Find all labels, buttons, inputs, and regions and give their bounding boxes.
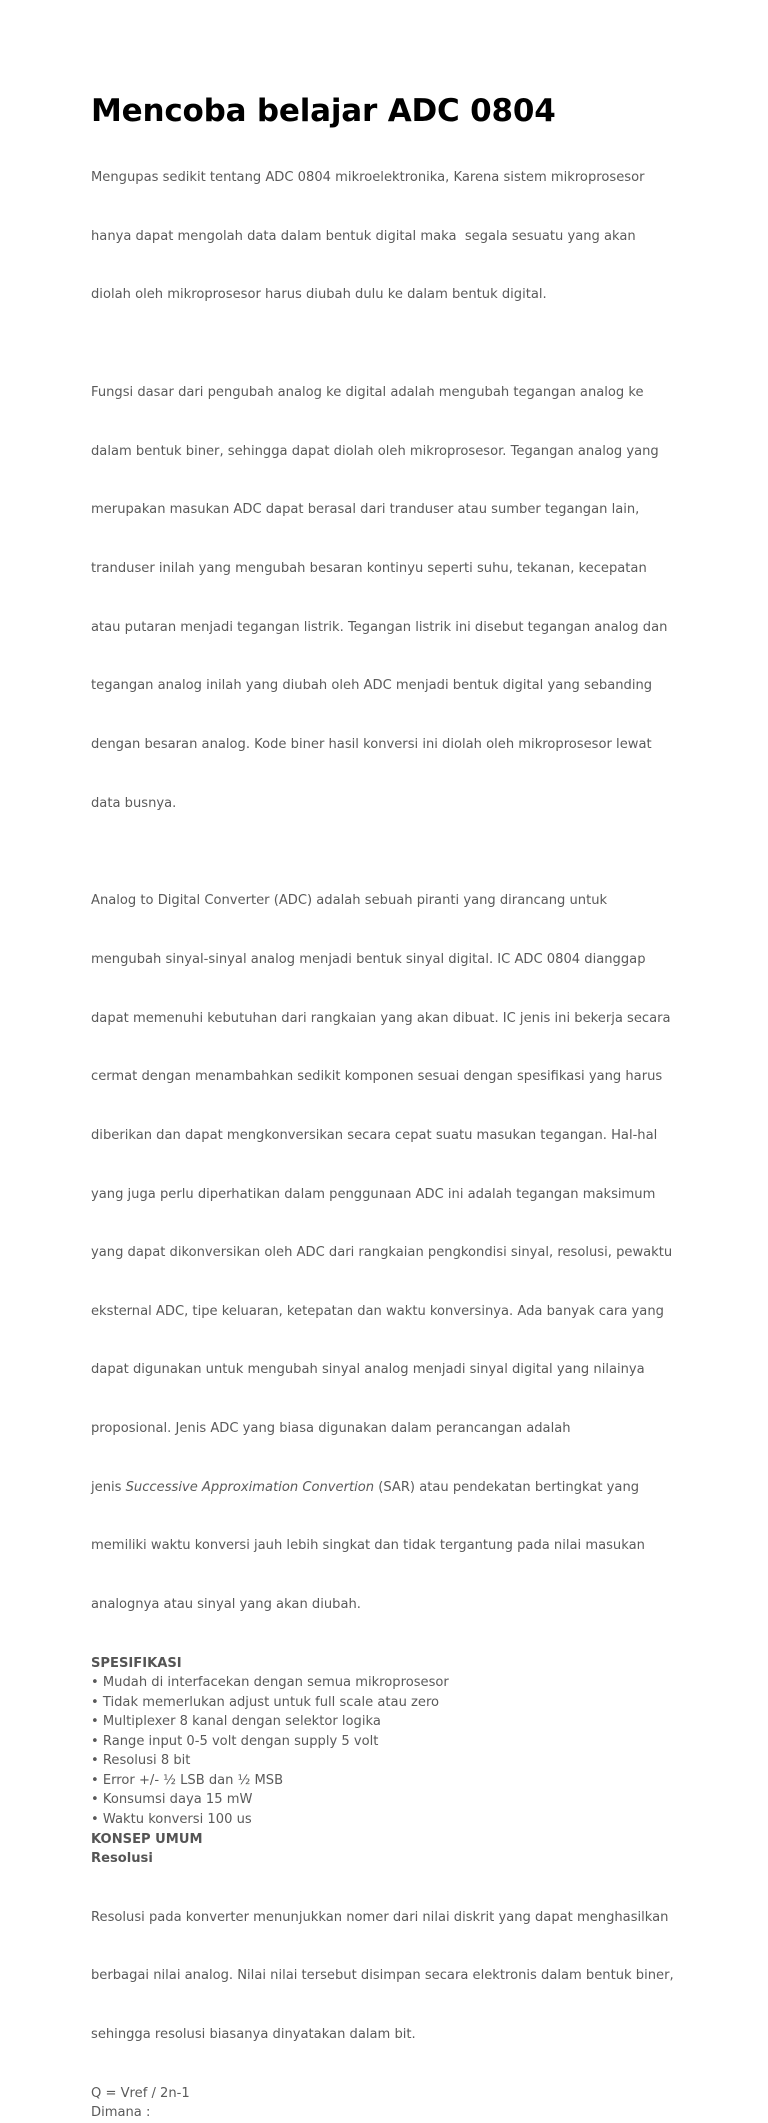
formula-text: Q = Vref / 2n-1 [91,2085,190,2101]
text-line: berbagai nilai analog. Nilai nilai tersebut disimpan secara elektronis dalam bentuk biner, [91,1968,674,1984]
text-line: Fungsi dasar dari pengubah analog ke digital adalah mengubah tegangan analog ke [91,385,644,401]
intro-paragraph [91,129,691,344]
list-item: • Konsumsi daya 15 mW [91,1792,253,1808]
list-item: • Mudah di interfacekan dengan semua mikroprosesor [91,1675,449,1691]
text-line: Resolusi pada konverter menunjukkan nomer dari nilai diskrit yang dapat menghasilkan [91,1909,669,1925]
spec-heading: SPESIFIKASI [91,1655,182,1671]
text-line: yang dapat dikonversikan oleh ADC dari rangkaian pengkondisi sinyal, resolusi, pewaktu [91,1245,673,1261]
sar-italic-term: Successive Approximation Convertion [125,1479,375,1495]
text-line: data busnya. [91,795,177,811]
document-page [91,93,691,2123]
list-item: • Error +/- ½ LSB dan ½ MSB [91,1772,284,1788]
list-item: • Multiplexer 8 kanal dengan selektor logika [91,1714,381,1730]
where-text: Dimana : [91,2105,151,2121]
list-item: • Waktu konversi 100 us [91,1812,252,1828]
text-line: analognya atau sinyal yang akan diubah. [91,1597,361,1613]
where-label [91,2103,691,2123]
text-line: dapat memenuhi kebutuhan dari rangkaian yang akan dibuat. IC jenis ini bekerja secara [91,1010,671,1026]
text-line: tegangan analog inilah yang diubah oleh ADC menjadi bentuk digital yang sebanding [91,678,653,694]
concept-heading: KONSEP UMUM [91,1831,203,1847]
text-line: sehingga resolusi biasanya dinyatakan dalam bit. [91,2027,416,2043]
resolution-paragraph [91,1869,691,2084]
sar-prefix: jenis [91,1479,126,1495]
text-line: merupakan masukan ADC dapat berasal dari tranduser atau sumber tegangan lain, [91,502,640,518]
text-line: proposional. Jenis ADC yang biasa digunakan dalam perancangan adalah [91,1421,571,1437]
text-line: eksternal ADC, tipe keluaran, ketepatan dan waktu konversinya. Ada banyak cara yang [91,1303,664,1319]
list-item: • Range input 0-5 volt dengan supply 5 volt [91,1733,379,1749]
text-line: diberikan dan dapat mengkonversikan secara cepat suatu masukan tegangan. Hal-hal [91,1127,658,1143]
text-line: diolah oleh mikroprosesor harus diubah dulu ke dalam bentuk digital. [91,287,547,303]
text-line: Analog to Digital Converter (ADC) adalah sebuah piranti yang dirancang untuk [91,893,608,909]
text-line: mengubah sinyal-sinyal analog menjadi bentuk sinyal digital. IC ADC 0804 dianggap [91,951,646,967]
formula [91,2084,691,2104]
text-line: tranduser inilah yang mengubah besaran kontinyu seperti suhu, tekanan, kecepatan [91,561,647,577]
sar-line [91,1478,691,1498]
text-line: yang juga perlu diperhatikan dalam penggunaan ADC ini adalah tegangan maksimum [91,1186,656,1202]
sar-suffix: (SAR) atau pendekatan bertingkat yang [374,1479,640,1495]
page-title: Mencoba belajar ADC 0804 [91,93,556,129]
text-line: dapat digunakan untuk mengubah sinyal analog menjadi sinyal digital yang nilainya [91,1362,645,1378]
text-line: hanya dapat mengolah data dalam bentuk digital maka segala sesuatu yang akan [91,228,636,244]
spec-list [91,1673,691,1829]
function-paragraph [91,344,691,852]
adc-paragraph [91,852,691,1653]
resolution-heading: Resolusi [91,1851,153,1867]
text-line: Mengupas sedikit tentang ADC 0804 mikroelektronika, Karena sistem mikroprosesor [91,170,645,186]
text-line: memiliki waktu konversi jauh lebih singkat dan tidak tergantung pada nilai masukan [91,1538,645,1554]
text-line: cermat dengan menambahkan sedikit komponen sesuai dengan spesifikasi yang harus [91,1069,663,1085]
text-line: atau putaran menjadi tegangan listrik. Tegangan listrik ini disebut tegangan analog dan [91,619,668,635]
list-item: • Resolusi 8 bit [91,1753,191,1769]
list-item: • Tidak memerlukan adjust untuk full scale atau zero [91,1694,440,1710]
text-line: dengan besaran analog. Kode biner hasil konversi ini diolah oleh mikroprosesor lewat [91,736,652,752]
text-line: dalam bentuk biner, sehingga dapat diolah oleh mikroprosesor. Tegangan analog yang [91,443,659,459]
